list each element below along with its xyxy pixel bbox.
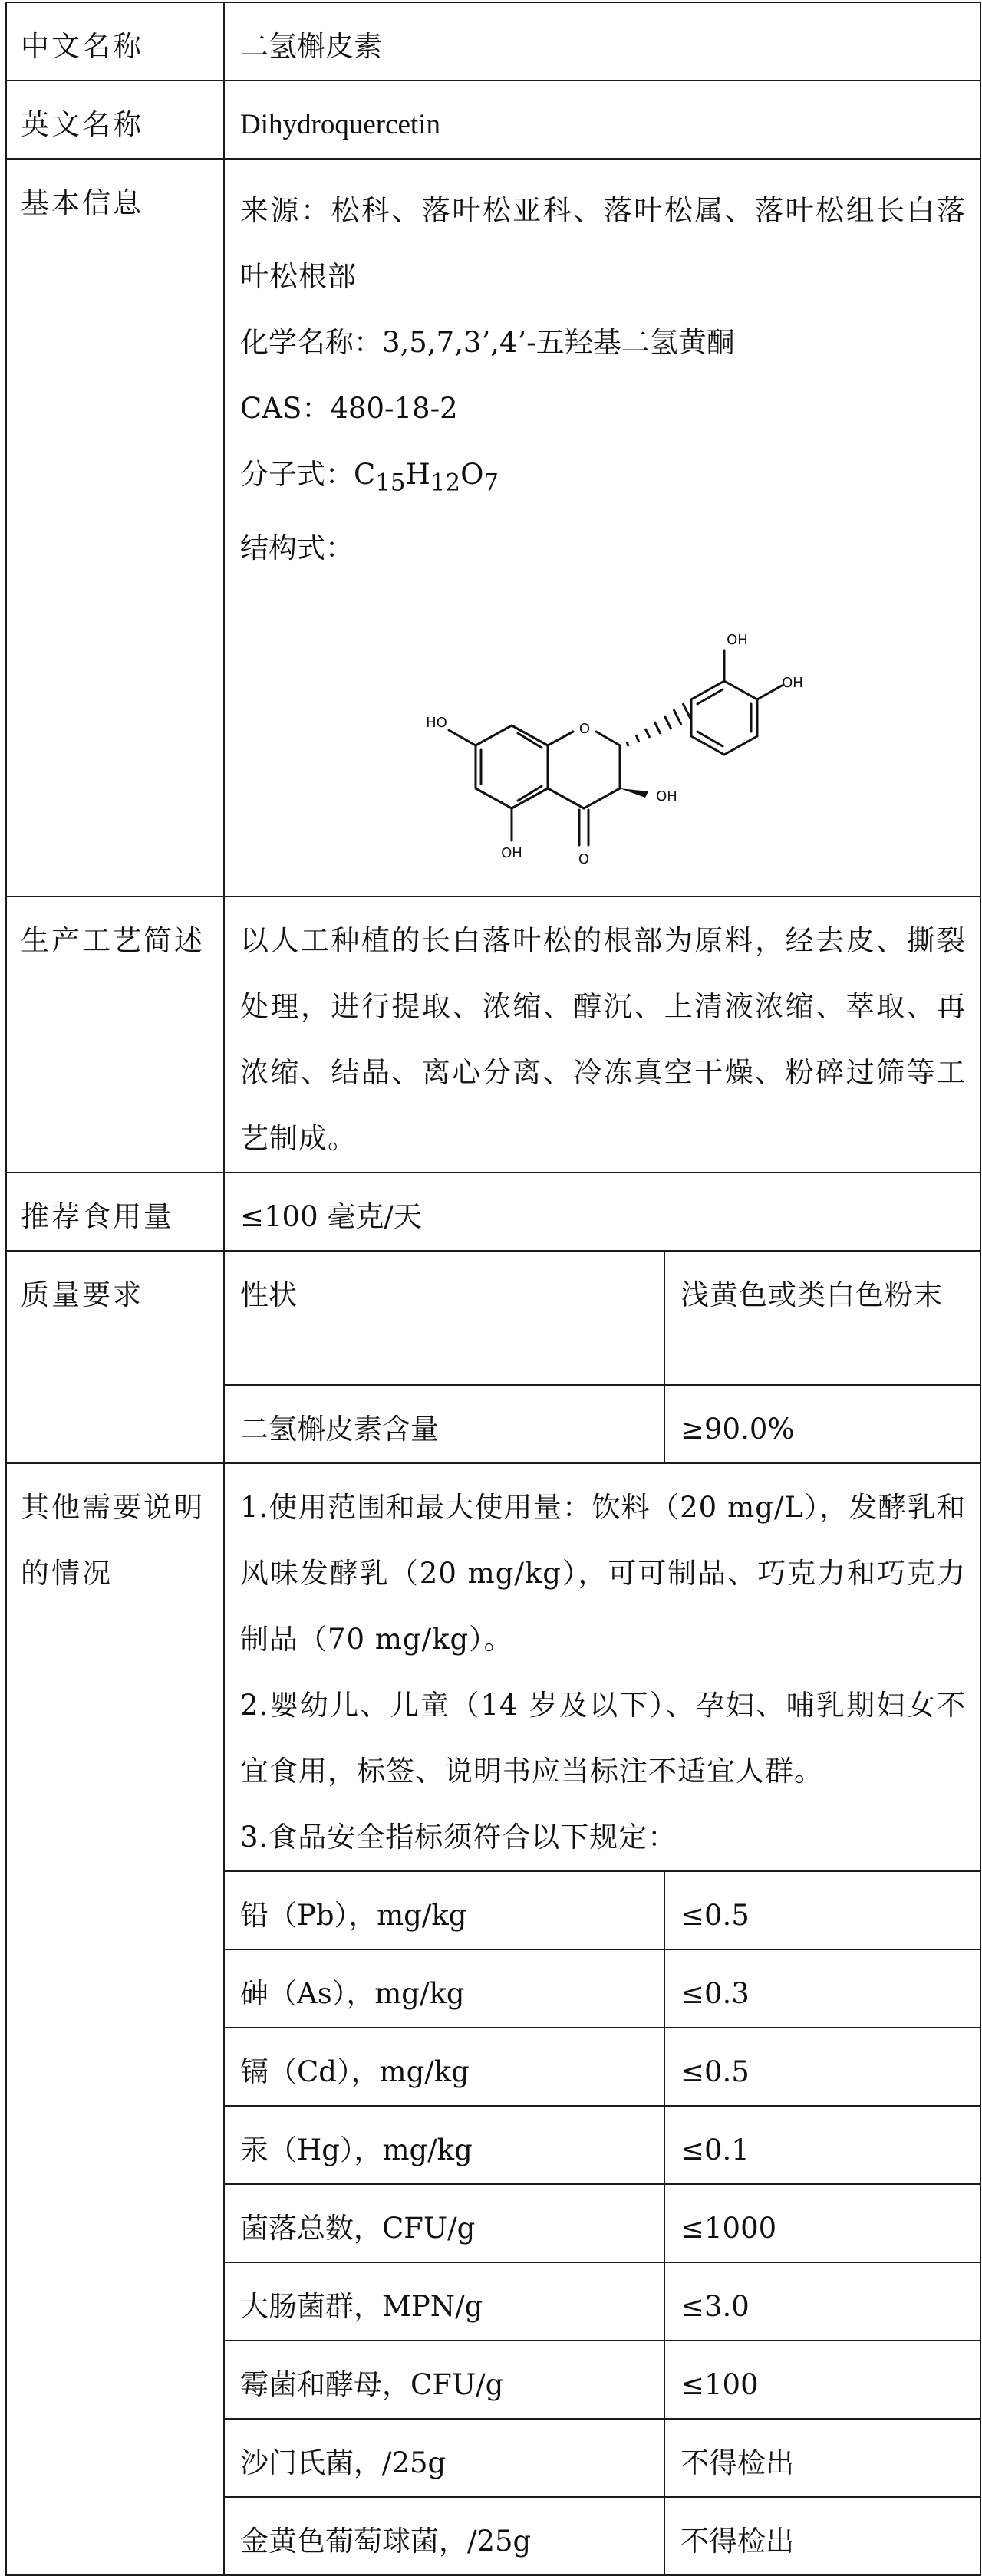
safety-item-value: ≤100 xyxy=(664,2341,980,2419)
safety-item-value: 不得检出 xyxy=(664,2497,980,2575)
label-oh-3prime: OH xyxy=(727,632,748,649)
safety-item-value: ≤1000 xyxy=(664,2184,980,2262)
label-quality: 质量要求 xyxy=(6,1251,224,1463)
quality-item-name: 二氢槲皮素含量 xyxy=(224,1385,664,1463)
spec-table xyxy=(5,2,981,2576)
label-en-name: 英文名称 xyxy=(6,81,224,159)
safety-item-name: 霉菌和酵母，CFU/g xyxy=(224,2341,664,2419)
safety-item-value: ≤0.5 xyxy=(664,2028,980,2106)
safety-item-value: 不得检出 xyxy=(664,2419,980,2497)
label-oh-4prime: OH xyxy=(782,675,803,692)
label-carbonyl-oxygen: O xyxy=(578,851,590,868)
note-2: 2.婴幼儿、儿童（14 岁及以下）、孕妇、哺乳期妇女不宜食用，标签、说明书应当标注不适宜人群。 xyxy=(240,1689,966,1788)
quality-item-value: ≥90.0% xyxy=(664,1385,980,1463)
structure-diagram xyxy=(400,597,817,896)
safety-item-name: 沙门氏菌，/25g xyxy=(224,2419,664,2497)
safety-item-name: 金黄色葡萄球菌，/25g xyxy=(224,2497,664,2575)
structure-label: 结构式： xyxy=(240,531,354,565)
label-oh-3: OH xyxy=(656,788,677,805)
note-1: 1.使用范围和最大使用量：饮料（20 mg/L），发酵乳和风味发酵乳（20 mg/kg），可可制品、巧克力和巧克力制品（70 mg/kg）。 xyxy=(240,1491,966,1656)
row-basic-info xyxy=(6,159,980,897)
label-other: 其他需要说明的情况 xyxy=(6,1463,224,2575)
value-dosage: ≤100 毫克/天 xyxy=(224,1173,980,1251)
chemical-name: 化学名称：3,5,7,3’,4’-五羟基二氢黄酮 xyxy=(240,326,735,359)
safety-item-name: 大肠菌群，MPN/g xyxy=(224,2262,664,2341)
safety-item-name: 菌落总数，CFU/g xyxy=(224,2184,664,2262)
quality-item-name: 性状 xyxy=(224,1251,664,1385)
dihydroquercetin-structure-svg xyxy=(400,597,817,896)
quality-item-value: 浅黄色或类白色粉末 xyxy=(664,1251,980,1385)
safety-item-name: 铅（Pb），mg/kg xyxy=(224,1871,664,1949)
safety-item-name: 镉（Cd），mg/kg xyxy=(224,2028,664,2106)
row-quality-appearance xyxy=(6,1251,980,1385)
safety-item-value: ≤0.5 xyxy=(664,1871,980,1949)
value-other-notes xyxy=(224,1463,980,1871)
safety-item-value: ≤0.3 xyxy=(664,1949,980,2028)
note-3: 3.食品安全指标须符合以下规定： xyxy=(240,1821,677,1854)
cas-number: CAS：480-18-2 xyxy=(240,392,458,425)
row-other-notes xyxy=(6,1463,980,1871)
source-text: 来源：松科、落叶松亚科、落叶松属、落叶松组长白落叶松根部 xyxy=(240,194,966,293)
value-process xyxy=(224,897,980,1173)
safety-item-value: ≤3.0 xyxy=(664,2262,980,2341)
value-basic-info xyxy=(224,159,980,897)
row-cn-name xyxy=(6,2,980,81)
safety-item-name: 砷（As），mg/kg xyxy=(224,1949,664,2028)
row-dosage xyxy=(6,1173,980,1251)
label-ring-oxygen: O xyxy=(578,721,591,738)
safety-item-name: 汞（Hg），mg/kg xyxy=(224,2106,664,2184)
label-process: 生产工艺简述 xyxy=(6,897,224,1173)
safety-item-value: ≤0.1 xyxy=(664,2106,980,2184)
value-cn-name: 二氢槲皮素 xyxy=(224,2,980,81)
label-ho-7: HO xyxy=(426,715,447,732)
row-process xyxy=(6,897,980,1173)
label-oh-5: OH xyxy=(501,845,522,862)
label-basic-info: 基本信息 xyxy=(6,159,224,897)
value-en-name: Dihydroquercetin xyxy=(224,81,980,159)
molecular-formula: 分子式：$C_{15}H_{12}O_7$ xyxy=(240,458,499,497)
row-en-name xyxy=(6,81,980,159)
label-dosage: 推荐食用量 xyxy=(6,1173,224,1251)
label-cn-name: 中文名称 xyxy=(6,2,224,81)
process-text: 以人工种植的长白落叶松的根部为原料，经去皮、撕裂处理，进行提取、浓缩、醇沉、上清液浓缩、萃取、再浓缩、结晶、离心分离、冷冻真空干燥、粉碎过筛等工艺制成。 xyxy=(240,924,966,1156)
